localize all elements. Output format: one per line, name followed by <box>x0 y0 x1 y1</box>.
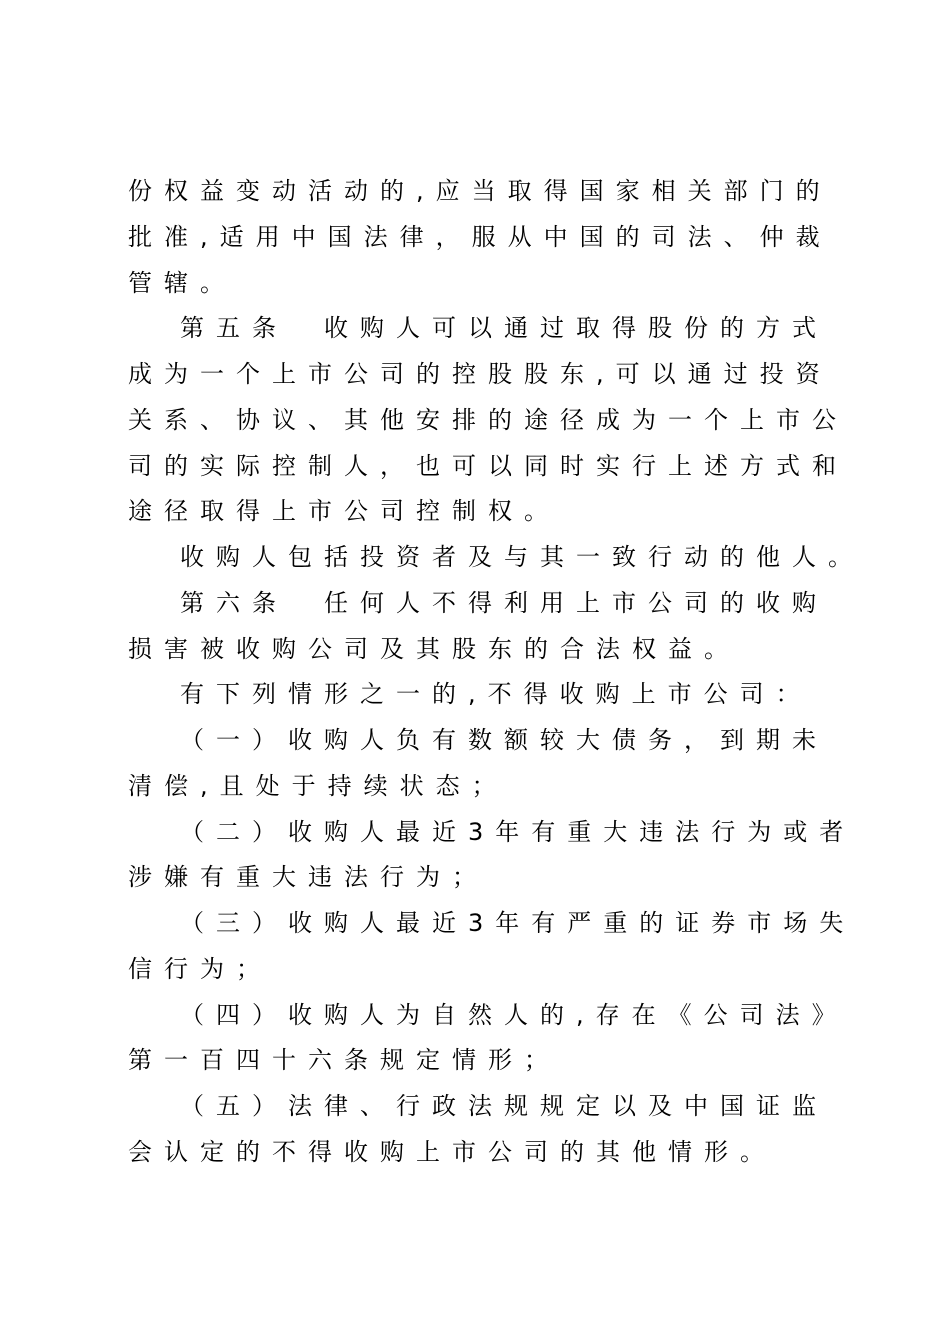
text-line: 收购人包括投资者及与其一致行动的他人。 <box>180 543 864 571</box>
article-5-heading-line: 第五条 收购人可以通过取得股份的方式 <box>180 314 828 342</box>
text-line: 途径取得上市公司控制权。 <box>128 497 560 525</box>
text-line: 清偿,且处于持续状态； <box>128 772 508 800</box>
text-line: 损害被收购公司及其股东的合法权益。 <box>128 635 740 663</box>
text-line: 有下列情形之一的,不得收购上市公司： <box>180 680 812 708</box>
text-line: 司的实际控制人，也可以同时实行上述方式和 <box>128 452 848 480</box>
text-line: 第一百四十六条规定情形； <box>128 1046 560 1074</box>
text-line: 信行为； <box>128 955 272 983</box>
article-6-heading-line: 第六条 任何人不得利用上市公司的收购 <box>180 589 828 617</box>
list-item-1: （一）收购人负有数额较大债务，到期未 <box>180 726 828 754</box>
list-item-4: （四）收购人为自然人的,存在《公司法》 <box>180 1001 848 1029</box>
list-item-3: （三）收购人最近3年有严重的证券市场失 <box>180 909 856 937</box>
text-line: 会认定的不得收购上市公司的其他情形。 <box>128 1138 776 1166</box>
text-line: 成为一个上市公司的控股股东,可以通过投资 <box>128 360 832 388</box>
list-item-2: （二）收购人最近3年有重大违法行为或者 <box>180 818 856 846</box>
text-line: 管辖。 <box>128 269 236 297</box>
list-item-5: （五）法律、行政法规规定以及中国证监 <box>180 1092 828 1120</box>
text-line: 涉嫌有重大违法行为； <box>128 863 488 891</box>
text-line: 关系、协议、其他安排的途径成为一个上市公 <box>128 406 848 434</box>
text-line: 批准,适用中国法律，服从中国的司法、仲裁 <box>128 223 832 251</box>
text-line: 份权益变动活动的,应当取得国家相关部门的 <box>128 177 832 205</box>
